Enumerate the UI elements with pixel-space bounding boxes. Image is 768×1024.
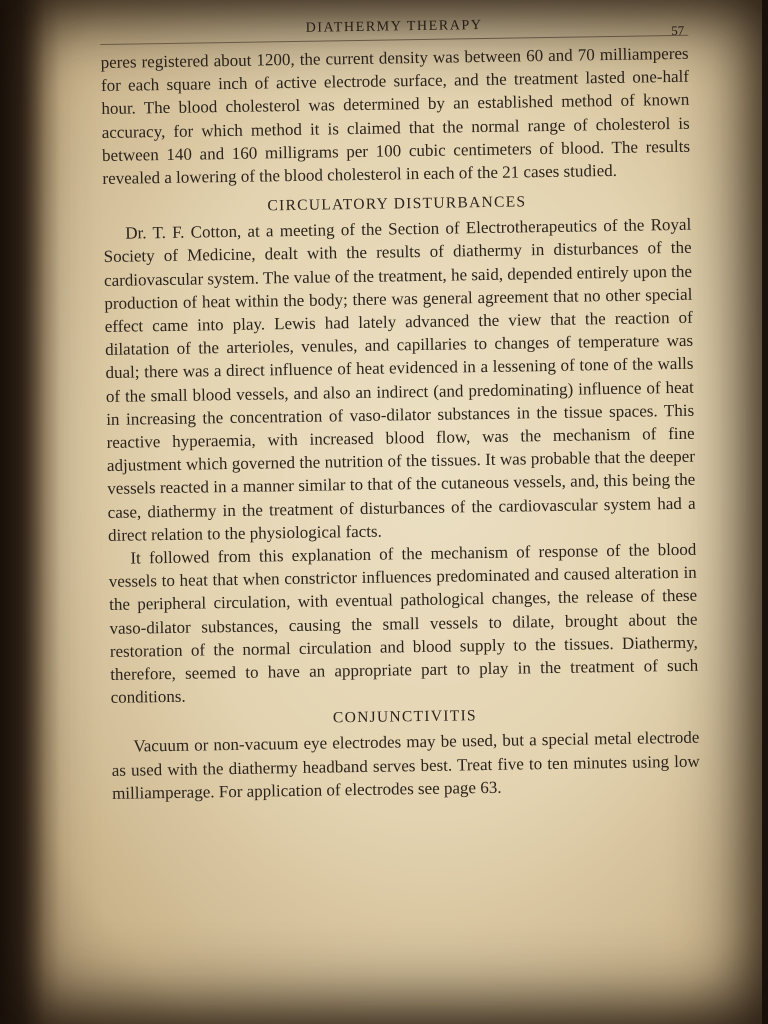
paragraph-cotton: Dr. T. F. Cotton, at a meeting of the Section of Electrotherapeutics of the Royal Society of Medicine, dealt with the results of diathermy in disturbances of the cardiovascular system. The value of the treatment, he said, depended entirely upon the production of heat within the body; there was general agreement that no other special effect came into play. Lewis had lately advanced the view that the reaction of dilatation of the arterioles, venules, and capillaries to changes of temperature was dual; there was a direct influence of heat evidenced in a lessening of tone of the walls of the small blood vessels, and also an indirect (and predominating) influence of heat in increasing the concentration of vaso-dilator substances in the tissue spaces. This reactive hyperaemia, with increased blood flow, was the mechanism of fine adjustment which governed the nutrition of the tissues. It was probable that the deeper vessels reacted in a manner similar to that of the cutaneous vessels, and, this being the case, diathermy in the treatment of disturbances of the cardiovascular system had a direct relation to the physiological facts. bbox=[103, 214, 696, 545]
paragraph-mechanism: It followed from this explanation of the mechanism of response of the blood vessels to heat that when constrictor influences predominated and caused alteration in the peripheral circulation, with eventual pathological changes, the release of these vaso-dilator substances, causing the small vessels to dilate, brought about the restoration of the normal circulation and blood supply to the tissues. Diathermy, therefore, seemed to have an appropriate part to play in the treatment of such conditions. bbox=[108, 539, 699, 708]
book-spine-shadow bbox=[0, 0, 60, 1024]
section-heading-conjunctivitis: CONJUNCTIVITIS bbox=[332, 707, 478, 727]
paragraph-continued: peres registered about 1200, the current density was between 60 and 70 milliamperes for each square inch of active electrode surface, and the treatment lasted one-half hour. The blood cholesterol was determined by an established method of known accuracy, for which method it is claimed that the normal range of cholesterol is between 140 and 160 milligrams per 100 cubic centimeters of blood. The results revealed a lowering of the blood cholesterol in each of the 21 cases studied. bbox=[100, 43, 691, 188]
paragraph-conjunctivitis: Vacuum or non-vacuum eye electrodes may be used, but a special metal electrode as used with the diathermy headband serves best. Treat five to ten minutes using low milliamperage. For application of electrodes see page 63. bbox=[111, 728, 700, 803]
section-heading-circulatory: CIRCULATORY DISTURBANCES bbox=[267, 193, 527, 215]
running-title: DIATHERMY THERAPY bbox=[305, 17, 483, 36]
page-text-block bbox=[100, 13, 700, 805]
page-number: 57 bbox=[671, 22, 685, 39]
